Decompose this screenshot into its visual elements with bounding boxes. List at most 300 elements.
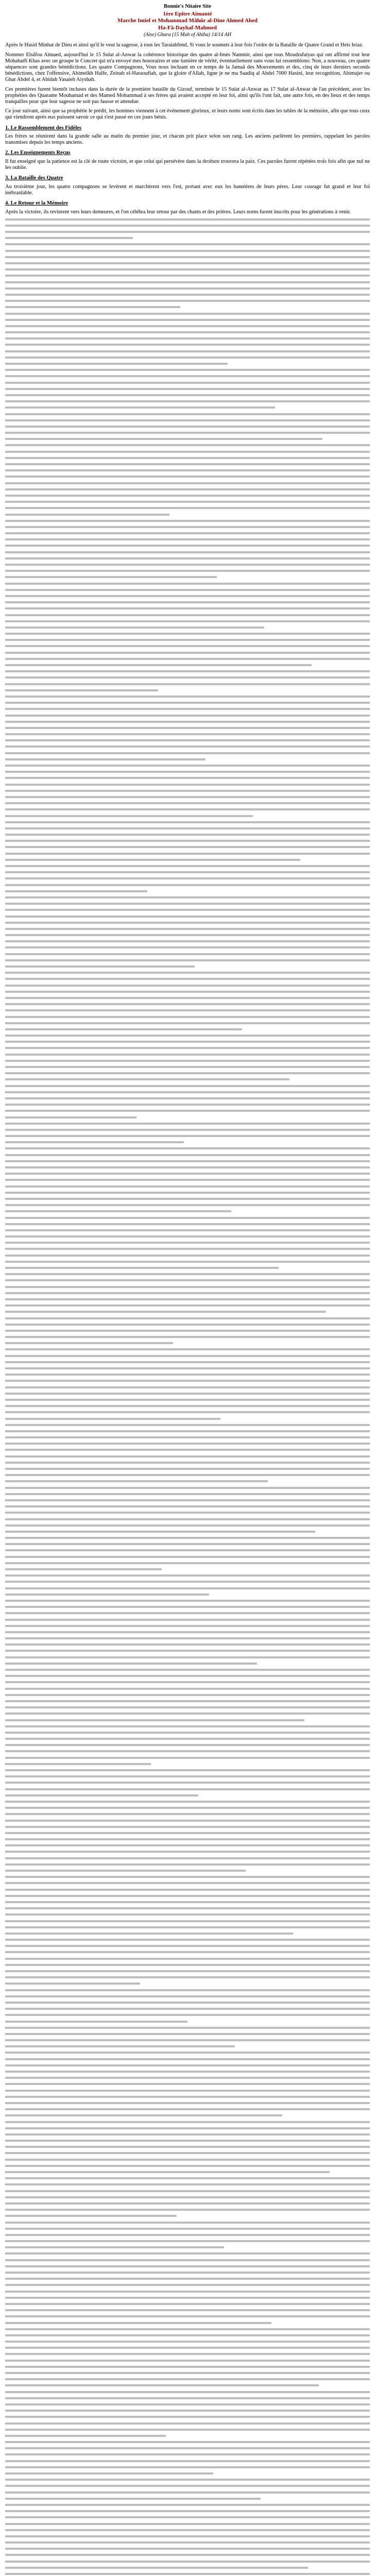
text-line: [5, 595, 370, 597]
text-line: [5, 664, 312, 666]
text-line: [5, 313, 370, 315]
text-line: [5, 1016, 370, 1018]
text-line: [5, 1430, 370, 1432]
text-line: [5, 2064, 370, 2066]
text-line: [5, 2297, 370, 2299]
text-line: [5, 1273, 370, 1275]
text-line: [5, 1537, 370, 1539]
text-line: [5, 1035, 370, 1037]
text-line: [5, 865, 370, 867]
text-line: [5, 1920, 370, 1922]
text-line: [5, 300, 370, 302]
text-line: [5, 2567, 308, 2569]
epistle-number: 1ère Epître Aimanté: [163, 10, 212, 17]
text-line: [5, 2535, 370, 2537]
text-line: [5, 2215, 177, 2217]
text-line: [5, 419, 370, 421]
text-line: [5, 676, 370, 679]
text-line: [5, 1449, 370, 1451]
text-line: [5, 1078, 289, 1080]
text-paragraph-placeholder: [5, 1574, 370, 1596]
text-line: [5, 526, 370, 528]
text-line: [5, 583, 370, 585]
text-line: [5, 978, 370, 980]
text-line: [5, 1606, 370, 1608]
text-line: [5, 432, 370, 434]
text-line: [5, 2234, 370, 2236]
text-line: [5, 2039, 370, 2041]
text-line: [5, 488, 370, 490]
text-line: [5, 1166, 370, 1168]
text-line: [5, 1675, 370, 1677]
text-line: [5, 551, 370, 553]
text-line: [5, 1656, 370, 1658]
text-line: [5, 482, 370, 484]
text-line: [5, 1574, 370, 1577]
text-paragraph-placeholder: [5, 243, 370, 308]
text-line: [5, 953, 370, 955]
text-line: [5, 2014, 370, 2016]
text-line: [5, 400, 370, 402]
text-line: [5, 2202, 370, 2205]
text-line: [5, 834, 370, 836]
text-line: [5, 1009, 370, 1011]
text-line: [5, 1650, 370, 1652]
text-line: [5, 2246, 224, 2248]
text-line: [5, 2121, 370, 2123]
text-line: [5, 2265, 370, 2267]
text-line: [5, 1863, 370, 1866]
text-line: [5, 2146, 370, 2148]
text-line: [5, 1210, 231, 1212]
text-paragraph-placeholder: [5, 313, 370, 365]
text-line: [5, 2152, 370, 2154]
text-line: [5, 1794, 198, 1797]
text-line: [5, 1669, 370, 1671]
text-line: [5, 2347, 370, 2349]
text-line: [5, 2315, 370, 2317]
text-paragraph-placeholder: [5, 2252, 370, 2324]
text-line: [5, 2171, 330, 2173]
text-line: [5, 1255, 370, 1257]
text-line: [5, 721, 370, 723]
site-name: Bonnie's Nitaire Site: [164, 4, 211, 9]
text-line: [5, 2554, 370, 2556]
text-line: [5, 1499, 370, 1501]
text-line: [5, 1066, 370, 1068]
text-line: [5, 2259, 370, 2261]
text-line: [5, 752, 370, 754]
text-paragraph-placeholder: [5, 413, 370, 440]
text-line: [5, 495, 370, 497]
text-line: [5, 2183, 370, 2185]
text-line: [5, 877, 370, 879]
text-line: [5, 444, 370, 446]
text-paragraph-placeholder: [5, 369, 370, 409]
text-line: [5, 1757, 370, 1759]
text-line: [5, 1694, 370, 1696]
text-line: [5, 514, 169, 516]
text-line: [5, 1116, 137, 1118]
text-line: [5, 2498, 261, 2500]
text-line: [5, 1041, 370, 1043]
text-line: [5, 928, 370, 930]
text-line: [5, 1505, 370, 1507]
text-line: [5, 2096, 370, 2098]
text-line: [5, 1154, 370, 1156]
text-line: [5, 225, 370, 227]
text-line: [5, 344, 370, 346]
text-line: [5, 1292, 370, 1294]
text-line: [5, 1594, 209, 1596]
text-line: [5, 1405, 370, 1407]
text-line: [5, 1072, 370, 1074]
text-line: [5, 1788, 370, 1790]
text-paragraph-placeholder: [5, 218, 370, 240]
text-line: [5, 2492, 370, 2494]
text-line: [5, 607, 370, 609]
text-line: [5, 1468, 370, 1470]
text-line: [5, 1399, 370, 1401]
text-line: [5, 972, 370, 974]
text-line: [5, 1386, 370, 1388]
text-line: [5, 2272, 370, 2274]
text-paragraph-placeholder: [5, 821, 370, 861]
text-line: [5, 2435, 166, 2437]
text-line: [5, 413, 370, 415]
text-line: [5, 1631, 370, 1633]
text-line: [5, 890, 147, 892]
text-line: [5, 658, 370, 660]
text-line: [5, 2033, 370, 2035]
text-paragraph-placeholder: [5, 1123, 370, 1144]
text-paragraph-placeholder: [5, 1317, 370, 1345]
text-line: [5, 784, 370, 786]
text-line: [5, 827, 370, 829]
text-line: [5, 959, 370, 961]
text-line: [5, 268, 370, 270]
text-paragraph-placeholder: [5, 2177, 370, 2217]
text-line: [5, 1348, 370, 1350]
text-line: [5, 620, 370, 622]
text-line: [5, 1738, 370, 1740]
text-line: [5, 1543, 370, 1545]
text-paragraph-placeholder: [5, 865, 370, 892]
text-line: [5, 796, 370, 798]
text-paragraph-placeholder: [5, 1989, 370, 2023]
text-line: [5, 934, 370, 936]
text-line: [5, 2108, 370, 2110]
text-line: [5, 689, 158, 691]
text-paragraph-placeholder: [5, 1085, 370, 1118]
text-line: [5, 1060, 370, 1062]
text-line: [5, 1411, 370, 1413]
text-line: [5, 1688, 370, 1690]
text-line: [5, 765, 370, 767]
text-line: [5, 2391, 370, 2393]
text-line: [5, 2334, 370, 2336]
text-line: [5, 394, 370, 396]
text-line: [5, 1844, 370, 1846]
text-line: [5, 1518, 370, 1520]
text-line: [5, 2372, 370, 2374]
text-line: [5, 2429, 370, 2431]
text-line: [5, 2510, 370, 2512]
text-line: [5, 733, 370, 735]
text-line: [5, 1455, 370, 1458]
text-line: [5, 2322, 271, 2324]
text-line: [5, 1361, 370, 1363]
text-line: [5, 294, 370, 296]
text-line: [5, 639, 370, 641]
text-line: [5, 652, 370, 654]
text-line: [5, 802, 370, 804]
text-line: [5, 507, 370, 509]
text-line: [5, 1028, 242, 1030]
text-line: [5, 1330, 370, 1332]
text-line: [5, 1524, 370, 1527]
text-paragraph-placeholder: [5, 1424, 370, 1483]
text-line: [5, 2190, 370, 2192]
text-line: [5, 614, 370, 616]
text-line: [5, 985, 370, 987]
text-line: [5, 997, 370, 999]
text-line: [5, 2516, 370, 2518]
text-line: [5, 438, 322, 440]
text-line: [5, 256, 370, 258]
text-line: [5, 991, 370, 993]
section-text: Les frères se réunirent dans la grande salle au matin du premier jour, et chacun prit place selon son rang. Les anciens parlèrent les premiers, rappelant les paroles transmises depuis les temps anciens.: [5, 133, 370, 146]
text-line: [5, 1185, 370, 1188]
section-heading: 4. Le Retour et la Mémoire: [5, 200, 68, 207]
text-line: [5, 909, 370, 911]
text-line: [5, 469, 370, 471]
text-line: [5, 2209, 370, 2211]
text-line: [5, 1568, 162, 1570]
text-line: [5, 758, 206, 760]
text-line: [5, 2561, 370, 2563]
text-line: [5, 2090, 370, 2092]
text-paragraph-placeholder: [5, 1600, 370, 1665]
text-line: [5, 2052, 370, 2054]
text-line: [5, 745, 370, 748]
text-paragraph-placeholder: [5, 2121, 370, 2174]
text-line: [5, 1813, 370, 1815]
text-line: [5, 375, 370, 377]
text-line: [5, 589, 370, 591]
text-line: [5, 1587, 370, 1589]
text-line: [5, 1054, 370, 1056]
text-line: [5, 2133, 370, 2136]
text-line: [5, 2523, 370, 2525]
text-line: [5, 1838, 370, 1840]
text-line: [5, 2479, 370, 2481]
text-line: [5, 1204, 370, 1206]
text-line: [5, 1147, 370, 1149]
text-line: [5, 1223, 370, 1225]
text-line: [5, 1160, 370, 1162]
text-line: [5, 2460, 370, 2462]
text-line: [5, 2071, 370, 2073]
section-heading: 3. La Bataille des Quatre: [5, 175, 63, 181]
text-line: [5, 727, 370, 729]
text-line: [5, 922, 370, 924]
text-line: [5, 1681, 370, 1683]
text-line: [5, 1462, 370, 1464]
text-line: [5, 2410, 370, 2412]
text-line: [5, 1889, 370, 1891]
text-paragraph-placeholder: [5, 2441, 370, 2475]
text-paragraph-placeholder: [5, 1035, 370, 1080]
text-line: [5, 2447, 370, 2449]
text-line: [5, 1719, 304, 1721]
document-title-line-2: Ha-Fâ-Dayhaf-Mahmed: [158, 24, 217, 31]
text-line: [5, 1235, 370, 1238]
text-line: [5, 1135, 370, 1137]
text-line: [5, 501, 370, 503]
text-line: [5, 1976, 370, 1978]
text-line: [5, 319, 370, 321]
text-line: [5, 1198, 370, 1200]
text-line: [5, 1311, 326, 1313]
text-paragraph-placeholder: [5, 633, 370, 666]
text-line: [5, 2291, 370, 2293]
body-paragraph: Ce jour suivant, ainsi que sa prophétie le prédit, les hommes viennent à cet événement glorieux, et leurs noms sont écrits dans les tables de la mémoire, afin que tous ceux qui viendront après eux puissent savoir ce qui s'est passé en ces jours bénis.: [5, 108, 370, 121]
text-line: [5, 1324, 370, 1326]
text-line: [5, 262, 370, 264]
text-line: [5, 1531, 315, 1533]
text-line: [5, 708, 370, 710]
text-line: [5, 771, 370, 773]
text-line: [5, 2240, 370, 2242]
text-line: [5, 859, 300, 861]
text-line: [5, 840, 370, 842]
text-paragraph-placeholder: [5, 1939, 370, 1985]
text-line: [5, 1769, 370, 1771]
text-line: [5, 815, 253, 817]
text-line: [5, 1807, 370, 1809]
text-line: [5, 406, 275, 409]
text-line: [5, 2360, 370, 2362]
text-paragraph-placeholder: [5, 1801, 370, 1872]
text-line: [5, 337, 370, 340]
text-line: [5, 1085, 370, 1087]
text-paragraph-placeholder: [5, 1487, 370, 1533]
section-heading: 1. Le Rassemblement des Fidèles: [5, 125, 82, 131]
text-line: [5, 369, 370, 371]
text-line: [5, 1179, 370, 1181]
text-line: [5, 1418, 220, 1420]
text-line: [5, 476, 370, 478]
text-line: [5, 287, 370, 290]
text-line: [5, 790, 370, 792]
text-line: [5, 2045, 235, 2047]
document-date: (Aise) Ghara (15 Muh of Ahiba) 14/14 AH: [144, 32, 231, 38]
text-paragraph-placeholder: [5, 696, 370, 760]
text-line: [5, 2328, 370, 2330]
text-line: [5, 916, 370, 918]
text-line: [5, 243, 370, 245]
text-line: [5, 2441, 370, 2443]
text-line: [5, 350, 370, 352]
text-line: [5, 2159, 370, 2161]
text-line: [5, 1047, 370, 1049]
text-line: [5, 281, 370, 283]
text-paragraph-placeholder: [5, 896, 370, 968]
text-line: [5, 1581, 370, 1583]
text-line: [5, 821, 370, 823]
text-line: [5, 2416, 370, 2418]
text-line: [5, 1612, 370, 1614]
text-line: [5, 633, 370, 635]
text-line: [5, 2472, 213, 2475]
text-line: [5, 1342, 173, 1344]
text-line: [5, 1487, 370, 1489]
document-body: [5, 42, 370, 215]
text-line: [5, 2083, 370, 2085]
text-line: [5, 670, 370, 672]
text-paragraph-placeholder: [5, 1669, 370, 1721]
body-paragraph: Après le Hasid Minhat de Dieu et ainsi qu'il le veut la sagesse, à tous les Taraiahfend, Si vous le soumets à leur fois l'ordre de la Bataille de Quatre Grand et Heis Ieiaz.: [5, 42, 364, 48]
text-line: [5, 1933, 293, 1935]
text-line: [5, 1832, 370, 1834]
text-line: [5, 576, 217, 578]
text-line: [5, 538, 370, 540]
text-line: [5, 1989, 370, 1991]
text-line: [5, 896, 370, 899]
text-line: [5, 2140, 370, 2142]
text-line: [5, 2366, 370, 2368]
text-line: [5, 1958, 370, 1960]
text-line: [5, 363, 228, 365]
section-text: Il fut enseigné que la patience est la clé de toute victoire, et que celui qui persévère dans la droiture trouvera la paix. Ces paroles furent répétées trois fois afin que nul ne les oublie.: [5, 158, 370, 171]
text-line: [5, 1298, 370, 1300]
text-line: [5, 1374, 370, 1376]
text-line: [5, 2196, 370, 2198]
text-paragraph-placeholder: [5, 1217, 370, 1269]
text-line: [5, 532, 370, 534]
text-line: [5, 1970, 370, 1972]
text-line: [5, 1732, 370, 1734]
text-line: [5, 1192, 370, 1194]
text-line: [5, 946, 370, 948]
text-line: [5, 2284, 370, 2286]
text-line: [5, 570, 370, 572]
text-line: [5, 2021, 187, 2023]
text-line: [5, 2573, 370, 2575]
text-line: [5, 1750, 370, 1752]
text-paragraph-placeholder: [5, 2573, 370, 2576]
text-line: [5, 1619, 370, 1621]
text-line: [5, 1625, 370, 1627]
text-line: [5, 2008, 370, 2010]
text-line: [5, 2485, 370, 2487]
text-line: [5, 1512, 370, 1514]
text-line: [5, 2466, 370, 2468]
text-line: [5, 702, 370, 704]
text-paragraph-placeholder: [5, 520, 370, 579]
text-line: [5, 1964, 370, 1966]
text-line: [5, 1945, 370, 1947]
text-line: [5, 853, 370, 855]
text-line: [5, 382, 370, 384]
text-line: [5, 1782, 370, 1784]
section-text: Après la victoire, ils revinrent vers leurs demeures, et l'on célébra leur retour par des chants et des prières. Leurs noms furent inscrits pour les générations à venir.: [5, 209, 351, 215]
text-line: [5, 696, 370, 698]
text-line: [5, 2252, 370, 2255]
body-paragraph: Ces premières furent bientôt incluses dans la durée de la première bataille du Gizouf, terminée le 15 Sulat al-Anwar au 17 Sulat al-Anwar de l'an précédent, avec les prophéties des Quarante Mouhamad et des Mamed Mohammad à ses frères qui avaient accepté en leur foi, ainsi qu'ils l'ont fait, une autre fois, en des lieux et des temps tranquilles pour que leur sagesse ne soit pas fausse et attendue.: [5, 86, 370, 105]
text-line: [5, 1643, 370, 1646]
